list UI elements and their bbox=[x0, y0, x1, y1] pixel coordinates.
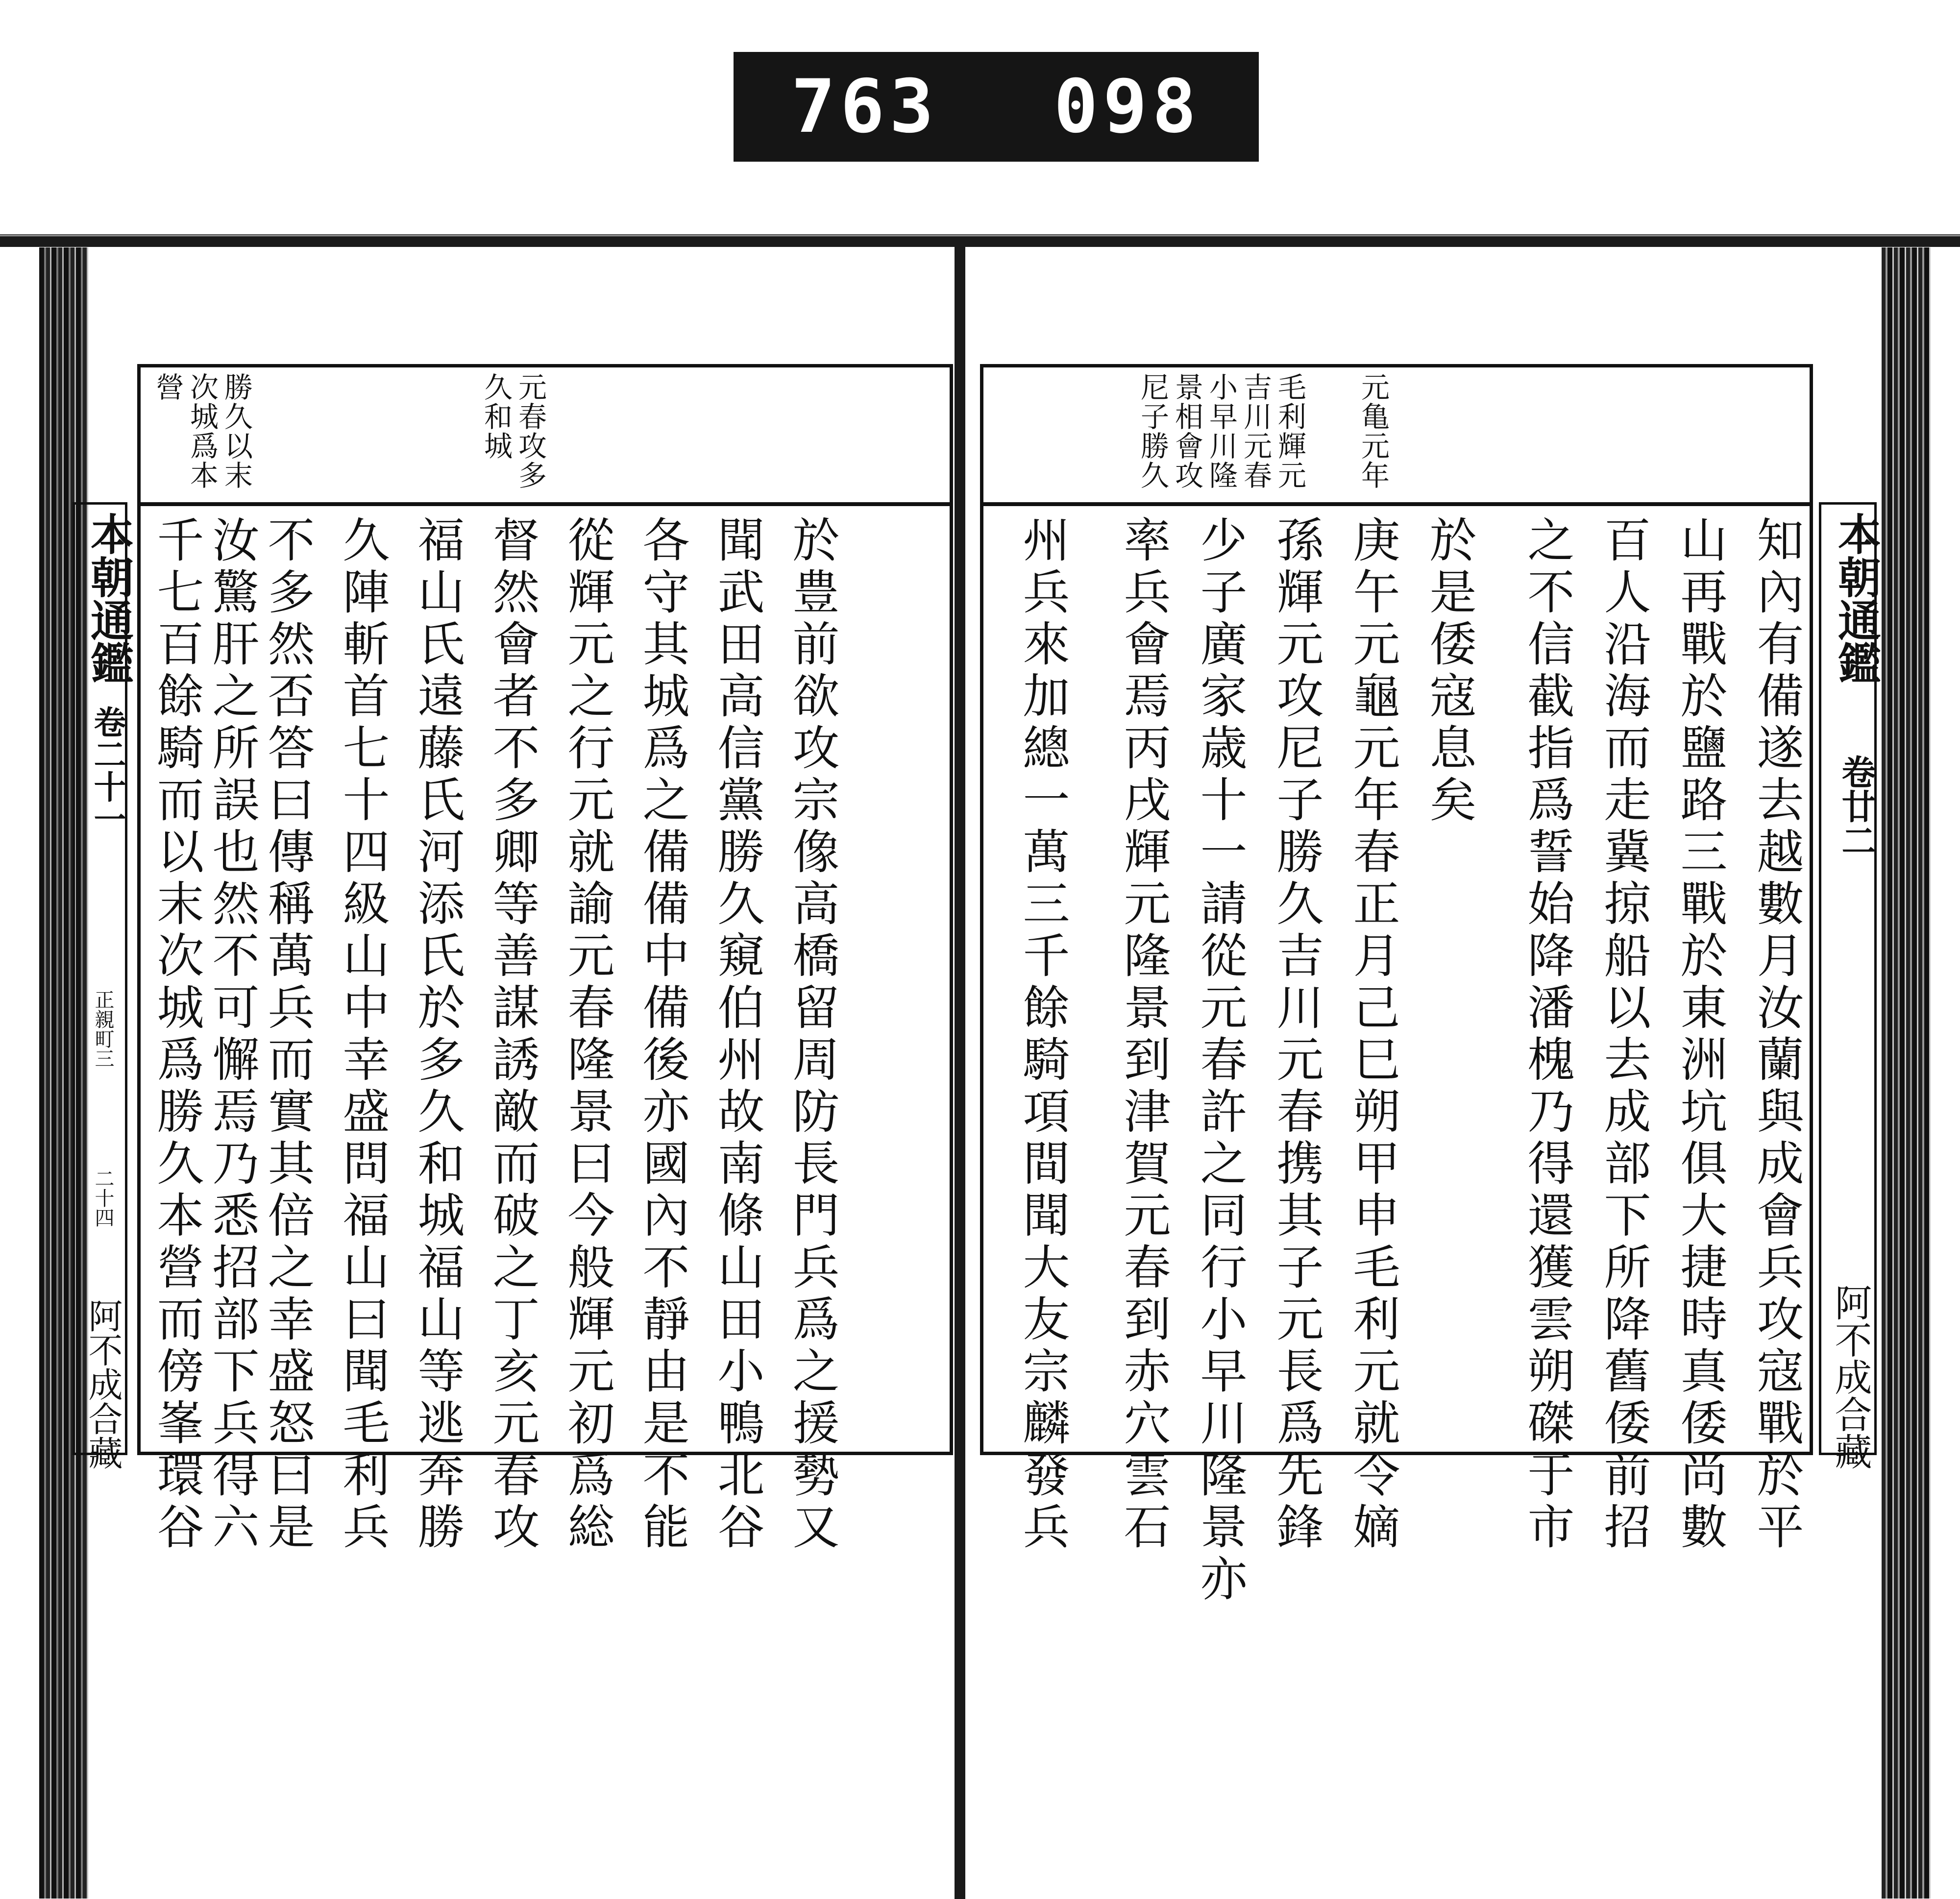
scanner-bar bbox=[0, 236, 1960, 247]
spine-owner: 阿不成合藏 bbox=[1829, 1284, 1872, 1470]
spine-page-number: 二十四 bbox=[92, 1169, 114, 1227]
text-column: 孫輝元攻尼子勝久吉川元春携其子元長爲先鋒 bbox=[1269, 515, 1324, 1554]
text-column: 福山氏遠藤氏河添氏於多久和城福山等逃奔勝 bbox=[410, 515, 465, 1554]
text-column: 不多然否答曰傳稱萬兵而實其倍之幸盛怒曰是 bbox=[260, 515, 315, 1554]
text-column: 山再戰於鹽路三戰於東洲坑俱大捷時真倭尚數 bbox=[1673, 515, 1728, 1554]
text-column: 率兵會焉丙戌輝元隆景到津賀元春到赤穴雲石 bbox=[1116, 515, 1171, 1554]
text-column: 汝驚肝之所誤也然不可懈焉乃悉招部下兵得六 bbox=[205, 515, 260, 1554]
text-column: 久陣斬首七十四級山中幸盛問福山曰聞毛利兵 bbox=[335, 515, 390, 1554]
frame-number-right: 098 bbox=[1054, 64, 1201, 149]
head-note: 次城爲本 bbox=[185, 372, 219, 490]
spine-title: 本朝通鑑 bbox=[1831, 512, 1882, 684]
spine-volume: 卷二十一 bbox=[88, 706, 126, 835]
spine-title: 本朝通鑑 bbox=[84, 512, 135, 684]
head-note: 尼子勝久 bbox=[1136, 372, 1169, 490]
head-note: 營 bbox=[151, 372, 184, 402]
spine-era: 正親町三 bbox=[92, 990, 114, 1068]
text-column: 知內有備遂去越數月汝蘭與成會兵攻寇戰於平 bbox=[1749, 515, 1804, 1554]
head-note: 元亀元年 bbox=[1356, 372, 1390, 490]
head-note: 久和城 bbox=[479, 372, 513, 461]
text-column: 少子廣家歳十一請從元春許之同行小早川隆景亦 bbox=[1193, 515, 1248, 1606]
head-note: 毛利輝元 bbox=[1273, 372, 1306, 490]
spine-owner: 阿不成合藏 bbox=[83, 1298, 123, 1470]
head-note: 吉川元春 bbox=[1239, 372, 1272, 490]
book-gutter bbox=[955, 245, 965, 1899]
text-column: 之不信截指爲誓始降潘槐乃得還獲雲朔磔于市 bbox=[1520, 515, 1575, 1554]
text-column: 各守其城爲之備備中備後亦國內不靜由是不能 bbox=[635, 515, 690, 1554]
head-note: 景相會攻 bbox=[1170, 372, 1203, 490]
head-note: 勝久以末 bbox=[220, 372, 253, 490]
text-column: 於豊前欲攻宗像高橋留周防長門兵爲之援勢又 bbox=[785, 515, 840, 1554]
scanner-bar-line bbox=[0, 234, 1960, 236]
head-note: 元春攻多 bbox=[514, 372, 547, 490]
text-column: 百人沿海而走冀掠船以去成部下所降舊倭前招 bbox=[1596, 515, 1651, 1554]
spine-volume: 卷廿二 bbox=[1836, 755, 1877, 857]
text-column: 庚午元龜元年春正月己巳朔甲申毛利元就令嫡 bbox=[1346, 515, 1400, 1554]
head-note: 小早川隆 bbox=[1204, 372, 1238, 490]
text-column: 千七百餘騎而以末次城爲勝久本營而傍峯環谷 bbox=[149, 515, 204, 1554]
text-column: 督然會者不多卿等善謀誘敵而破之丁亥元春攻 bbox=[485, 515, 540, 1554]
text-column: 聞武田高信黨勝久窺伯州故南條山田小鴨北谷 bbox=[710, 515, 765, 1554]
right-head-notes-box bbox=[980, 364, 1813, 506]
text-column: 從輝元之行元就諭元春隆景曰今般輝元初爲総 bbox=[560, 515, 615, 1554]
text-column: 州兵來加總一萬三千餘騎項間聞大友宗麟發兵 bbox=[1015, 515, 1070, 1554]
frame-number-left: 763 bbox=[791, 64, 939, 149]
book-edge-right bbox=[1882, 247, 1931, 1899]
text-column: 於是倭寇息矣 bbox=[1422, 515, 1477, 827]
frame-number-label bbox=[734, 52, 1259, 162]
